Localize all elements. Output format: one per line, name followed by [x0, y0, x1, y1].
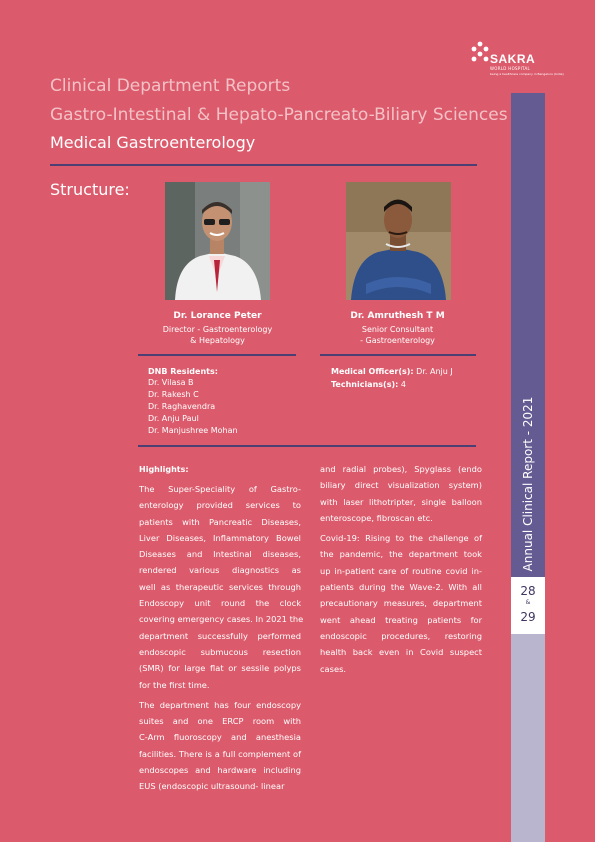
doctor-role-1-line-1: Director - Gastroenterology [162, 325, 273, 334]
resident-name: Dr. Anju Paul [148, 414, 199, 423]
department-name: Medical Gastroenterology [50, 133, 256, 152]
residents-label: DNB Residents: [148, 367, 218, 376]
paragraph-line: cases. [320, 663, 347, 674]
paragraph-line: endoscopes and hardware including [139, 765, 301, 776]
paragraph [139, 481, 304, 693]
logo-subtitle: WORLD HOSPITAL [490, 66, 531, 71]
paragraph-line: and radial probes), Spyglass (endo [320, 464, 482, 474]
medical-officer-value: Dr. Anju J [413, 367, 453, 376]
paragraph-line: suites and one ERCP room with [139, 716, 301, 727]
paragraph-line: department successfully performed [139, 630, 301, 641]
paragraph-line: for the first time. [139, 679, 210, 690]
paragraph-line: enteroscope, fibroscan etc. [320, 512, 433, 523]
doctor-role-1-line-2: & Hepatology [190, 336, 245, 345]
paragraph-line: rendered various diagnostics as [139, 565, 301, 576]
report-label: Annual Clinical Report - 2021 [521, 396, 535, 572]
paragraph-line: the pandemic, the department took [320, 549, 482, 560]
paragraph-line: Endoscopy unit round the clock [139, 598, 301, 609]
technicians-label: Technicians(s): [331, 380, 399, 389]
paragraph-line: The Super-Speciality of Gastro- [139, 484, 301, 494]
resident-name: Dr. Raghavendra [148, 402, 216, 411]
paragraph-line: went ahead treating patients for [320, 614, 482, 625]
paragraph [139, 697, 301, 795]
page-number-separator: & [525, 599, 531, 606]
staff-divider-left [138, 354, 296, 356]
paragraph-line: health back even in Covid suspect [320, 647, 482, 658]
paragraph-line: endoscopic procedures, restoring [320, 630, 482, 641]
doctor-photo-1 [165, 182, 270, 300]
paragraph-line: up in-patient care of routine covid in- [320, 565, 482, 576]
paragraph [320, 461, 482, 526]
resident-name: Dr. Rakesh C [148, 390, 199, 399]
technicians [331, 379, 406, 390]
paragraph-line: EUS (endoscopic ultrasound- linear [139, 781, 285, 792]
body-divider [138, 445, 476, 447]
paragraph-line: well as therapeutic services through [139, 581, 301, 592]
highlights-label: Highlights: [139, 465, 189, 474]
sidebar-footer-band [511, 634, 545, 842]
paragraph-line: Diseases and Intestinal diseases, [139, 549, 301, 560]
paragraph-line: C-Arm fluoroscopy and anesthesia [139, 732, 301, 743]
paragraph-line: The department has four endoscopy [139, 699, 301, 710]
doctor-photo-2 [346, 182, 451, 300]
header-divider [50, 164, 477, 166]
doctor-role-2-line-1: Senior Consultant [361, 325, 434, 334]
doctor-role-2-line-2: - Gastroenterology [360, 336, 435, 345]
paragraph [320, 530, 482, 677]
paragraph-line: enterology provided services to [139, 500, 301, 511]
logo-name: SAKRA [490, 52, 536, 66]
doctor-name-1: Dr. Lorance Peter [173, 311, 262, 321]
medical-officer [331, 366, 453, 377]
paragraph-line: patients during the Wave-2. With all [320, 582, 482, 593]
staff-divider-right [320, 354, 476, 356]
page-title: Clinical Department Reports [50, 76, 291, 96]
paragraph-line: biliary direct visualization system) [320, 480, 482, 491]
resident-name: Dr. Vilasa B [148, 378, 194, 387]
resident-name: Dr. Manjushree Mohan [148, 426, 238, 435]
left-column [139, 481, 304, 799]
structure-label: Structure: [50, 180, 130, 199]
paragraph-line: endoscopic submucous resection [139, 646, 301, 657]
page-number-right: 29 [520, 610, 536, 624]
sakra-logo-icon [470, 40, 490, 66]
paragraph-line: (SMR) for large flat or sessile polyps [139, 663, 301, 674]
paragraph-line: precautionary measures, department [320, 598, 482, 609]
page-number-left: 28 [520, 584, 536, 598]
paragraph-line: covering emergency cases. In 2021 the [139, 614, 304, 625]
paragraph-line: Covid-19: Rising to the challenge of [320, 533, 482, 544]
doctor-name-2: Dr. Amruthesh T M [350, 311, 445, 321]
paragraph-line: with laser lithotripter, single balloon [320, 496, 482, 507]
technicians-value: 4 [398, 380, 406, 389]
medical-officer-label: Medical Officer(s): [331, 367, 414, 376]
logo-tagline: being a healthcare company in Bengaluru (India) [490, 72, 564, 76]
page-subtitle: Gastro-Intestinal & Hepato-Pancreato-Biliary Sciences [50, 105, 508, 125]
paragraph-line: patients with Pancreatic Diseases, [139, 516, 301, 527]
paragraph-line: Liver Diseases, Inflammatory Bowel [139, 532, 301, 543]
right-column [320, 461, 482, 681]
paragraph-line: facilities. There is a full complement of [139, 748, 301, 759]
